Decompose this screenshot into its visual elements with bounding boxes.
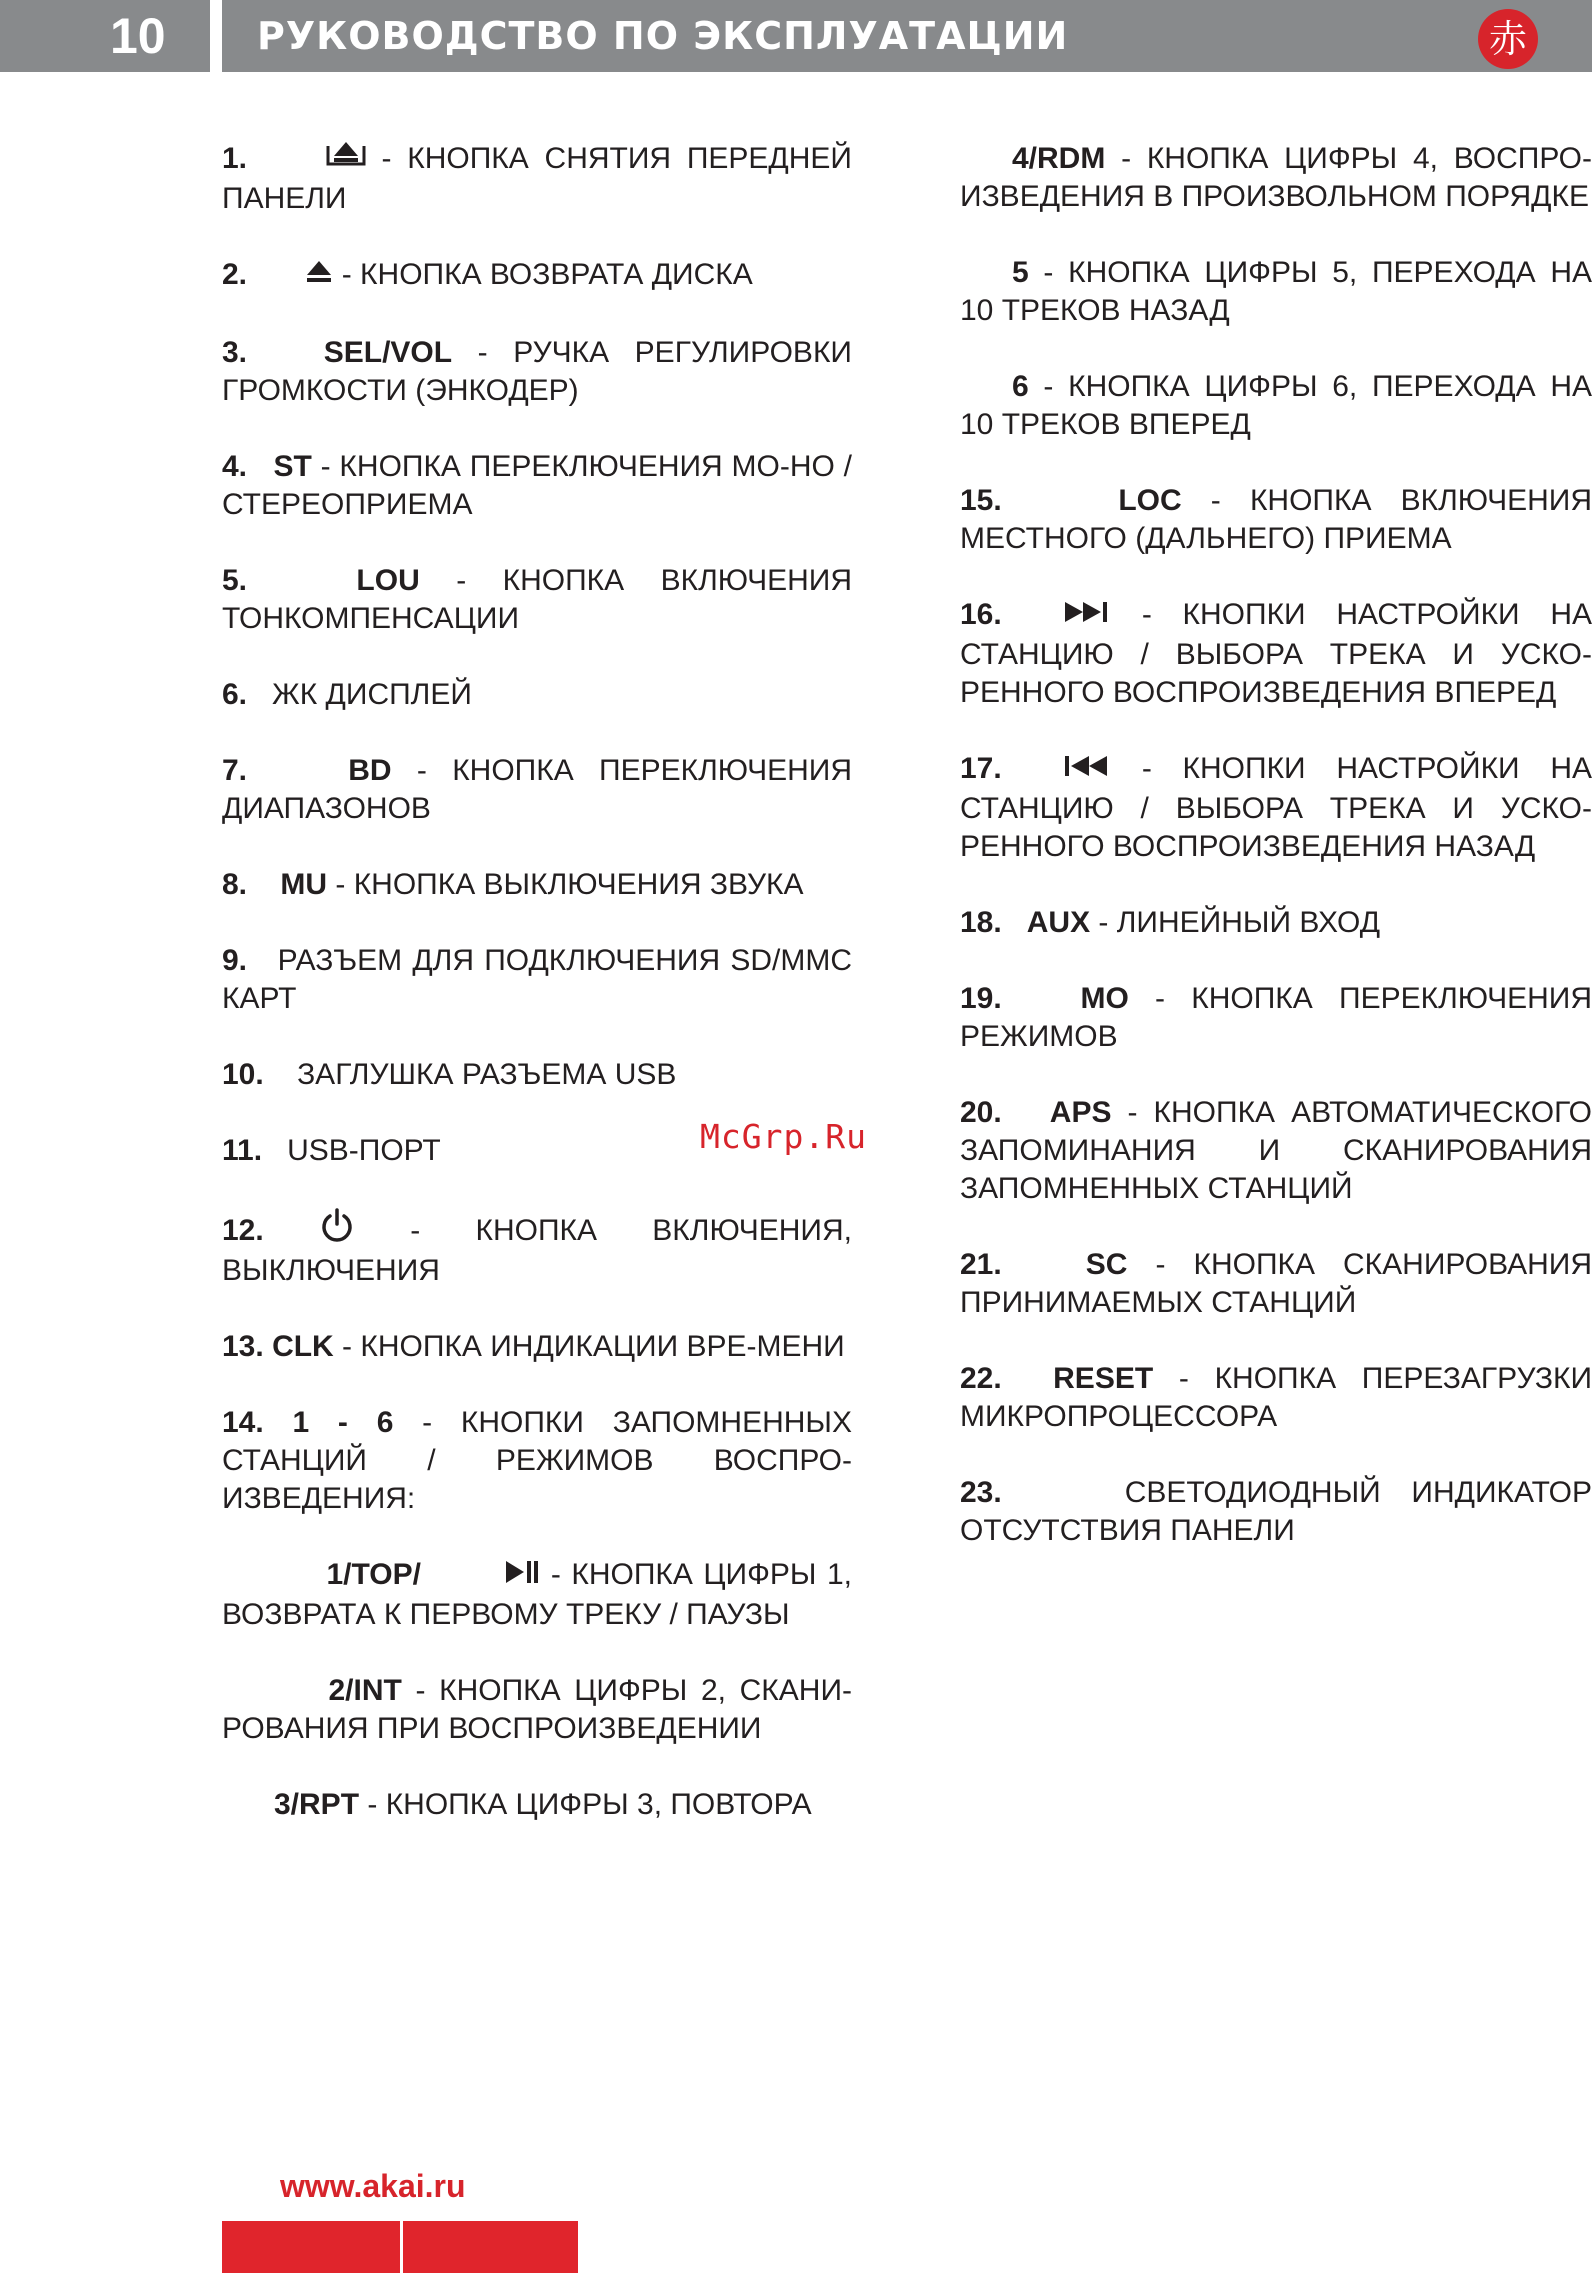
- website-link[interactable]: www.akai.ru: [280, 2168, 466, 2204]
- list-item: 19. MO - КНОПКА ПЕРЕКЛЮЧЕНИЯ РЕЖИМОВ: [960, 982, 1592, 1053]
- list-item: 4/RDM - КНОПКА ЦИФРЫ 4, ВОСПРО-ИЗВЕДЕНИЯ В ПРОИЗВОЛЬНОМ ПОРЯДКЕ: [960, 142, 1592, 213]
- list-item: 16. - КНОПКИ НАСТРОЙКИ НА СТАНЦИЮ / ВЫБОРА ТРЕКА И УСКО-РЕННОГО ВОСПРОИЗВЕДЕНИЯ ВПЕРЕД: [960, 598, 1592, 709]
- list-item: 7. BD - КНОПКА ПЕРЕКЛЮЧЕНИЯ ДИАПАЗОНОВ: [222, 754, 853, 825]
- list-item: 9. РАЗЪЕМ ДЛЯ ПОДКЛЮЧЕНИЯ SD/MMC КАРТ: [222, 944, 852, 1015]
- list-item: 8. MU - КНОПКА ВЫКЛЮЧЕНИЯ ЗВУКА: [222, 868, 804, 901]
- brand-logo: 赤: [1478, 9, 1538, 69]
- list-item: 6 - КНОПКА ЦИФРЫ 6, ПЕРЕХОДА НА 10 ТРЕКОВ ВПЕРЕД: [960, 370, 1592, 441]
- list-item: 6. ЖК ДИСПЛЕЙ: [222, 678, 472, 711]
- list-item: 14. 1 - 6 - КНОПКИ ЗАПОМНЕННЫХ СТАНЦИЙ / РЕЖИМОВ ВОСПРО-ИЗВЕДЕНИЯ:: [222, 1406, 852, 1515]
- page-header: [0, 0, 1592, 72]
- prev-track-icon: [1063, 752, 1111, 790]
- list-item: 21. SC - КНОПКА СКАНИРОВАНИЯ ПРИНИМАЕМЫХ СТАНЦИЙ: [960, 1248, 1592, 1319]
- eject-icon: [305, 258, 333, 296]
- page-title: РУКОВОДСТВО ПО ЭКСПЛУАТАЦИИ: [222, 0, 1592, 72]
- list-item: 3. SEL/VOL - РУЧКА РЕГУЛИРОВКИ ГРОМКОСТИ (ЭНКОДЕР): [222, 336, 852, 407]
- list-item: 1. - КНОПКА СНЯТИЯ ПЕРЕДНЕЙ ПАНЕЛИ: [222, 142, 852, 215]
- list-item: 23. СВЕТОДИОДНЫЙ ИНДИКАТОР ОТСУТСТВИЯ ПАНЕЛИ: [960, 1476, 1592, 1547]
- list-item: 10. ЗАГЛУШКА РАЗЪЕМА USB: [222, 1058, 677, 1091]
- page-number: 10: [0, 0, 210, 72]
- list-item: 18. AUX - ЛИНЕЙНЫЙ ВХОД: [960, 906, 1381, 939]
- list-item: 2/INT - КНОПКА ЦИФРЫ 2, СКАНИ-РОВАНИЯ ПРИ ВОСПРОИЗВЕДЕНИИ: [222, 1674, 852, 1745]
- list-item: 12. - КНОПКА ВКЛЮЧЕНИЯ, ВЫКЛЮЧЕНИЯ: [222, 1208, 852, 1290]
- list-item: 11. USB-ПОРТ: [222, 1134, 441, 1167]
- next-track-icon: [1063, 598, 1111, 636]
- left-column: [222, 140, 852, 1862]
- list-item: 17. - КНОПКИ НАСТРОЙКИ НА СТАНЦИЮ / ВЫБОРА ТРЕКА И УСКО-РЕННОГО ВОСПРОИЗВЕДЕНИЯ НАЗАД: [960, 752, 1592, 863]
- list-item: 4. ST - КНОПКА ПЕРЕКЛЮЧЕНИЯ МО-НО / СТЕРЕОПРИЕМА: [222, 450, 852, 521]
- footer-bar-right: [403, 2221, 578, 2273]
- list-item: 3/RPT - КНОПКА ЦИФРЫ 3, ПОВТОРА: [274, 1788, 812, 1821]
- play-pause-icon: [452, 1558, 540, 1596]
- right-column: [960, 140, 1592, 1588]
- watermark-text: McGrp.Ru: [700, 1117, 867, 1156]
- list-item: 13. CLK - КНОПКА ИНДИКАЦИИ ВРЕ-МЕНИ: [222, 1330, 845, 1363]
- footer-bar-left: [222, 2221, 400, 2273]
- list-item: 20. APS - КНОПКА АВТОМАТИЧЕСКОГО ЗАПОМИНАНИЯ И СКАНИРОВАНИЯ ЗАПОМНЕННЫХ СТАНЦИЙ: [960, 1096, 1592, 1205]
- list-item: 1/TOP/ - КНОПКА ЦИФРЫ 1, ВОЗВРАТА К ПЕРВОМУ ТРЕКУ / ПАУЗЫ: [222, 1558, 852, 1631]
- panel-eject-icon: [326, 140, 366, 180]
- list-item: 2. - КНОПКА ВОЗВРАТА ДИСКА: [222, 256, 852, 296]
- list-item: 5. LOU - КНОПКА ВКЛЮЧЕНИЯ ТОНКОМПЕНСАЦИИ: [222, 564, 852, 635]
- list-item: 5 - КНОПКА ЦИФРЫ 5, ПЕРЕХОДА НА 10 ТРЕКОВ НАЗАД: [960, 256, 1592, 327]
- power-icon: [319, 1208, 355, 1252]
- list-item: 22. RESET - КНОПКА ПЕРЕЗАГРУЗКИ МИКРОПРОЦЕССОРА: [960, 1362, 1592, 1433]
- list-item: 15. LOC - КНОПКА ВКЛЮЧЕНИЯ МЕСТНОГО (ДАЛЬНЕГО) ПРИЕМА: [960, 484, 1592, 555]
